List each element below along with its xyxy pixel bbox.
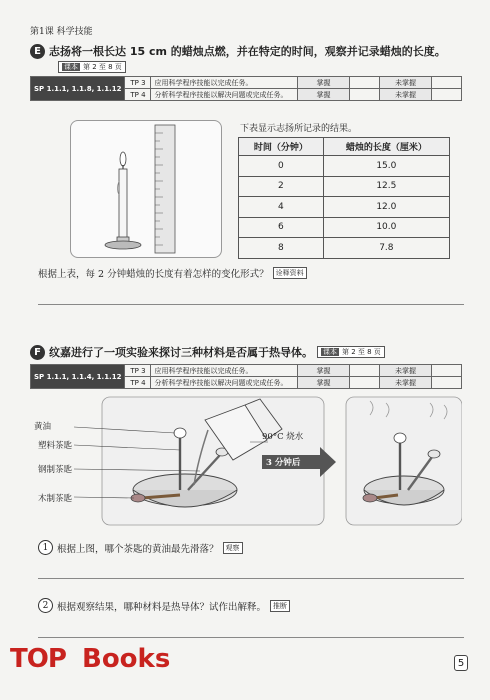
not-mastered-label: 未掌握 <box>380 89 432 101</box>
question-f-text: 纹嘉进行了一项实验来探讨三种材料是否属于热导体。 <box>49 346 313 359</box>
length-cell: 10.0 <box>323 217 449 238</box>
mastered-checkbox[interactable] <box>350 365 380 377</box>
mastered-checkbox[interactable] <box>350 377 380 389</box>
table-row <box>239 197 450 218</box>
tp-level: TP 4 <box>125 377 151 389</box>
table-row <box>239 156 450 177</box>
answer-line[interactable] <box>38 578 464 579</box>
question-number: 2 <box>38 598 53 613</box>
question-f-2 <box>38 598 290 613</box>
label-plastic-spoon: 塑料茶匙 <box>38 441 73 451</box>
tp-description: 分析科学程序技能以解决问题或完成任务。 <box>151 89 298 101</box>
topbooks-logo <box>0 640 185 690</box>
question-f-1-text: 根据上图，哪个茶匙的黄油最先滑落？ <box>57 543 219 555</box>
time-cell: 0 <box>239 156 324 177</box>
textbook-ref <box>317 346 385 358</box>
label-hot-water: 90°C 烧水 <box>262 432 304 442</box>
table-row <box>239 238 450 259</box>
mastered-label: 掌握 <box>298 377 350 389</box>
answer-line[interactable] <box>38 304 464 305</box>
tp-description: 分析科学程序技能以解决问题或完成任务。 <box>151 377 298 389</box>
col-time-header: 时间（分钟） <box>239 138 324 156</box>
question-e-text: 志扬将一根长达 15 cm 的蜡烛点燃，并在特定的时间，观察并记录蜡烛的长度。 <box>49 45 446 58</box>
time-cell: 6 <box>239 217 324 238</box>
tp-level: TP 4 <box>125 89 151 101</box>
skill-tag: 诠释资料 <box>273 267 307 279</box>
question-f-letter: F <box>30 345 45 360</box>
page-header: 第1课 科学技能 <box>30 27 93 37</box>
textbook-ref <box>58 61 126 73</box>
length-cell: 15.0 <box>323 156 449 177</box>
skill-tag: 观察 <box>223 542 243 554</box>
question-e-ref <box>58 61 126 73</box>
candle-results-table <box>238 137 450 259</box>
label-butter: 黄油 <box>34 422 52 432</box>
label-steel-spoon: 钢制茶匙 <box>38 465 73 475</box>
length-cell: 7.8 <box>323 238 449 259</box>
tp-level: TP 3 <box>125 77 151 89</box>
question-f-1 <box>38 540 243 555</box>
tp-description: 应用科学程序技能以完成任务。 <box>151 365 298 377</box>
assessment-table-e <box>30 76 462 101</box>
not-mastered-label: 未掌握 <box>380 365 432 377</box>
textbook-ref-label: 课本 <box>323 348 337 356</box>
mastered-label: 掌握 <box>298 77 350 89</box>
not-mastered-checkbox[interactable] <box>432 377 462 389</box>
tp-level: TP 3 <box>125 365 151 377</box>
not-mastered-label: 未掌握 <box>380 377 432 389</box>
length-cell: 12.0 <box>323 197 449 218</box>
page-number: 5 <box>454 655 468 671</box>
mastered-label: 掌握 <box>298 365 350 377</box>
mastered-checkbox[interactable] <box>350 77 380 89</box>
textbook-ref-label: 课本 <box>64 63 78 71</box>
length-cell: 12.5 <box>323 176 449 197</box>
col-length-header: 蜡烛的长度（厘米） <box>323 138 449 156</box>
question-e-title <box>30 43 446 59</box>
time-cell: 4 <box>239 197 324 218</box>
question-number: 1 <box>38 540 53 555</box>
answer-line[interactable] <box>38 637 464 638</box>
label-after-time: 3 分钟后 <box>266 458 301 468</box>
sp-code: SP 1.1.1, 1.1.4, 1.1.12 <box>31 365 125 389</box>
textbook-ref-pages: 第 2 至 8 页 <box>83 63 122 71</box>
tp-description: 应用科学程序技能以完成任务。 <box>151 77 298 89</box>
logo-books-text: Books <box>82 644 171 674</box>
time-cell: 8 <box>239 238 324 259</box>
question-e-prompt-text: 根据上表，每 2 分钟蜡烛的长度有着怎样的变化形式？ <box>38 269 269 280</box>
table-row <box>239 176 450 197</box>
textbook-ref-pages: 第 2 至 8 页 <box>342 348 381 356</box>
question-f-2-text: 根据观察结果，哪种材料是热导体？试作出解释。 <box>57 601 267 613</box>
assessment-table-f <box>30 364 462 389</box>
table-row <box>239 217 450 238</box>
sp-code: SP 1.1.1, 1.1.8, 1.1.12 <box>31 77 125 101</box>
results-caption: 下表显示志扬所记录的结果。 <box>240 124 358 134</box>
not-mastered-checkbox[interactable] <box>432 89 462 101</box>
logo-top-text: TOP <box>10 644 66 674</box>
question-f-title <box>30 344 385 360</box>
not-mastered-checkbox[interactable] <box>432 77 462 89</box>
mastered-checkbox[interactable] <box>350 89 380 101</box>
time-cell: 2 <box>239 176 324 197</box>
skill-tag: 推断 <box>270 600 290 612</box>
label-wooden-spoon: 木制茶匙 <box>38 494 73 504</box>
question-e-letter: E <box>30 44 45 59</box>
spoon-experiment-illustration <box>30 395 462 527</box>
mastered-label: 掌握 <box>298 89 350 101</box>
candle-ruler-illustration <box>70 120 222 258</box>
question-e-prompt <box>38 266 307 280</box>
not-mastered-label: 未掌握 <box>380 77 432 89</box>
not-mastered-checkbox[interactable] <box>432 365 462 377</box>
